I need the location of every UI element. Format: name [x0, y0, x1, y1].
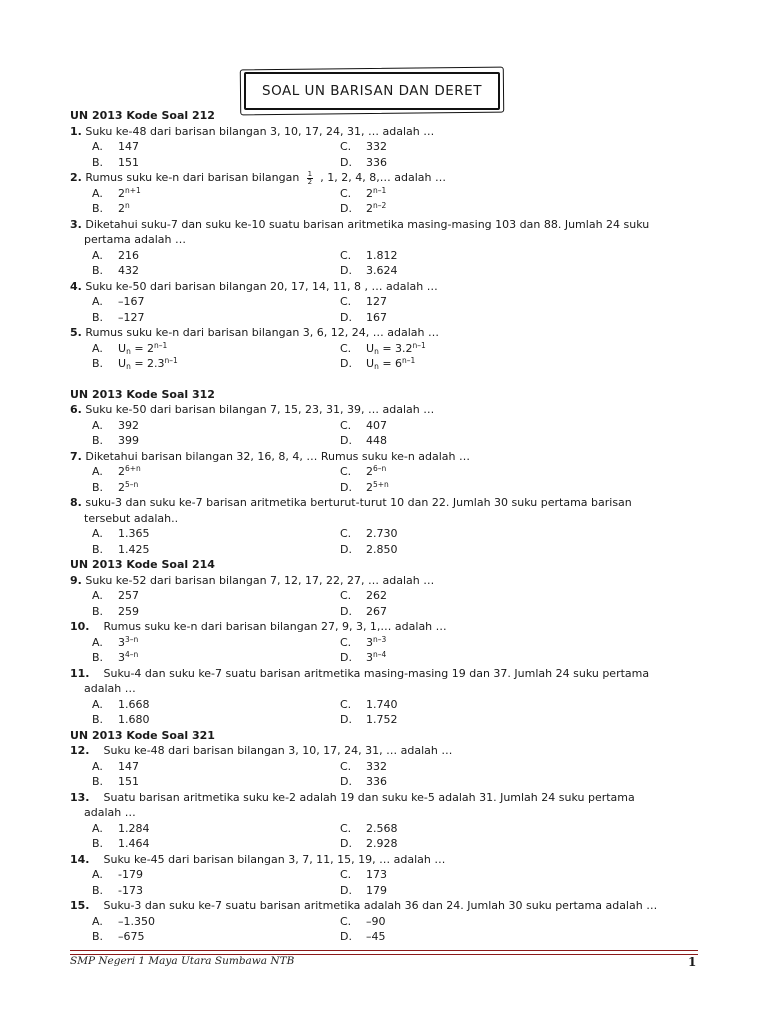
question-number: 8. [70, 496, 82, 509]
question-text [70, 124, 710, 140]
question-line: Suku-3 dan suku ke-7 suatu barisan aritmetika adalah 36 dan 24. Jumlah 30 suku pertama adalah … [103, 899, 658, 912]
option-d: D. –45 [340, 930, 386, 943]
question-line: adalah … [84, 682, 136, 695]
option-c: C. 262 [340, 589, 387, 602]
option-c: C. 332 [340, 140, 387, 153]
question-line: Rumus suku ke-n dari barisan bilangan 3, 6, 12, 24, … adalah … [85, 326, 439, 339]
option-row [70, 712, 710, 728]
option-d: D. 2$^{n-2}$ [340, 201, 387, 215]
question-text [70, 898, 710, 914]
option-row [70, 356, 710, 372]
option-b: B. 151 [92, 775, 139, 788]
option-row [70, 883, 710, 899]
option-c: C. 127 [340, 295, 387, 308]
option-row [70, 433, 710, 449]
option-row [70, 929, 710, 945]
question-text [70, 852, 710, 868]
option-d: D. 1.752 [340, 713, 398, 726]
option-b: B. –675 [92, 930, 145, 943]
question-text [70, 681, 710, 697]
option-a: A. 147 [92, 140, 139, 153]
option-a: A. $U_n = 2^{n-1}$ [92, 340, 168, 356]
option-row [70, 759, 710, 775]
option-b: B. 1.464 [92, 837, 150, 850]
option-c: C. 1.812 [340, 248, 398, 262]
option-b: B. 1.425 [92, 542, 150, 556]
section-heading: UN 2013 Kode Soal 214 [70, 558, 215, 571]
question-text [70, 279, 710, 295]
question-line: Suku ke-45 dari barisan bilangan 3, 7, 11, 15, 19, … adalah … [103, 852, 446, 866]
option-c: C. $U_n = 3.2^{n-1}$ [340, 340, 426, 356]
option-row [70, 914, 710, 930]
option-row [70, 139, 710, 155]
option-c: C. 173 [340, 868, 387, 881]
question-text [70, 743, 710, 759]
option-a: A. –167 [92, 295, 145, 308]
option-row [70, 464, 710, 480]
option-a: A. 216 [92, 248, 139, 262]
question-text [70, 217, 710, 233]
option-d: D. 179 [340, 883, 387, 897]
question-text [70, 495, 710, 511]
question-text [70, 449, 710, 465]
option-row [70, 836, 710, 852]
option-b: B. 3$^{4-n}$ [92, 650, 139, 664]
option-c: C. 1.740 [340, 697, 398, 711]
option-row [70, 774, 710, 790]
question-text [70, 325, 710, 341]
option-a: A. 392 [92, 418, 139, 432]
option-d: D. 3$^{n-4}$ [340, 650, 387, 664]
option-b: B. 2$^{5-n}$ [92, 479, 139, 494]
option-a: A. –1.350 [92, 914, 155, 928]
option-row [70, 542, 710, 558]
question-line: Suku ke-50 dari barisan bilangan 20, 17, 14, 11, 8 , … adalah … [85, 279, 438, 293]
option-b: B. 259 [92, 604, 139, 618]
option-row [70, 588, 710, 604]
question-number: 13. [70, 790, 90, 804]
option-c: C. 2$^{n-1}$ [340, 185, 387, 200]
question-text [70, 790, 710, 806]
fraction-denominator: 2 [307, 177, 313, 186]
option-row [70, 635, 710, 651]
question-text [70, 511, 710, 527]
question-line: Diketahui barisan bilangan 32, 16, 8, 4, … Rumus suku ke-n adalah … [85, 449, 471, 463]
option-d: D. 3.624 [340, 264, 398, 277]
question-text [70, 805, 710, 821]
question-line: Diketahui suku-7 dan suku ke-10 suatu barisan aritmetika masing-masing 103 dan 88. Jumlah 24 suku [85, 217, 650, 231]
question-text [70, 573, 710, 589]
title-box [244, 72, 500, 110]
option-d: D. $U_n = 6^{n-1}$ [340, 356, 416, 371]
option-b: B. –127 [92, 310, 145, 324]
section-heading: UN 2013 Kode Soal 321 [70, 728, 215, 742]
option-d: D. 267 [340, 604, 387, 618]
option-c: C. 2$^{6-n}$ [340, 464, 387, 478]
question-line: tersebut adalah.. [84, 511, 179, 525]
question-list [70, 108, 710, 945]
option-d: D. 336 [340, 775, 387, 788]
question-line: Suku ke-52 dari barisan bilangan 7, 12, 17, 22, 27, … adalah … [85, 573, 435, 587]
option-b: B. $U_n = 2.3^{n-1}$ [92, 356, 178, 371]
fraction [307, 171, 313, 186]
question-number: 6. [70, 403, 82, 416]
question-line: Rumus suku ke-n dari barisan bilangan $\frac{1}{2}$ , 1, 2, 4, 8,… adalah … [85, 169, 446, 186]
question-line: Suku ke-50 dari barisan bilangan 7, 15, 23, 31, 39, … adalah … [85, 403, 435, 416]
option-row [70, 201, 710, 217]
option-row [70, 480, 710, 496]
option-a: A. 257 [92, 589, 139, 602]
question-number: 12. [70, 744, 90, 757]
option-a: A. 147 [92, 759, 139, 773]
question-line: Rumus suku ke-n dari barisan bilangan 27, 9, 3, 1,… adalah … [103, 620, 447, 633]
option-a: A. 3$^{3-n}$ [92, 634, 139, 649]
question-number: 1. [70, 124, 82, 138]
option-row [70, 418, 710, 434]
question-line: suku-3 dan suku ke-7 barisan aritmetika berturut-turut 10 dan 22. Jumlah 30 suku pertama barisan [85, 496, 632, 509]
option-row [70, 248, 710, 264]
question-line: Suatu barisan aritmetika suku ke-2 adalah 19 dan suku ke-5 adalah 31. Jumlah 24 suku pertama [103, 790, 635, 804]
option-b: B. -173 [92, 883, 143, 897]
question-line: Suku ke-48 dari barisan bilangan 3, 10, 17, 24, 31, … adalah … [85, 124, 435, 138]
footer-school-name: SMP Negeri 1 Maya Utara Sumbawa NTB [70, 955, 295, 967]
question-number: 10. [70, 620, 90, 633]
option-d: D. 2.928 [340, 837, 398, 850]
question-number: 11. [70, 666, 90, 680]
question-number: 7. [70, 449, 82, 463]
option-a: A. -179 [92, 868, 143, 881]
option-d: D. $2^{5+n}$ [340, 479, 389, 494]
option-row [70, 310, 710, 326]
option-a: A. 1.284 [92, 821, 150, 835]
option-c: C. 332 [340, 759, 387, 773]
option-row [70, 526, 710, 542]
option-c: C. –90 [340, 914, 386, 928]
question-line: pertama adalah … [84, 233, 187, 246]
page-number: 1 [688, 955, 697, 969]
section-heading: UN 2013 Kode Soal 212 [70, 109, 215, 122]
option-row [70, 294, 710, 310]
question-text [70, 666, 710, 682]
option-c: C. 3$^{n-3}$ [340, 634, 387, 649]
option-b: B. 151 [92, 155, 139, 169]
option-b: B. 399 [92, 434, 139, 447]
question-number: 2. [70, 171, 82, 184]
option-d: D. 448 [340, 434, 387, 447]
option-row [70, 821, 710, 837]
question-number: 4. [70, 279, 82, 293]
question-line: adalah … [84, 806, 136, 819]
question-line: Suku ke-48 dari barisan bilangan 3, 10, 17, 24, 31, … adalah … [103, 744, 453, 757]
question-number: 9. [70, 573, 82, 587]
option-b: B. 2$^n$ [92, 201, 130, 215]
question-line: Suku-4 dan suku ke-7 suatu barisan aritmetika masing-masing 19 dan 37. Jumlah 24 suku pertama [103, 666, 650, 680]
question-text [70, 619, 710, 635]
option-c: C. 2.568 [340, 821, 398, 835]
option-a: A. 1.668 [92, 697, 150, 711]
option-a: A. $2^{n+1}$ [92, 185, 141, 200]
section-gap [70, 372, 710, 387]
option-b: B. 432 [92, 264, 139, 277]
section-heading: UN 2013 Kode Soal 312 [70, 387, 215, 401]
option-c: C. 407 [340, 418, 387, 432]
page-title: SOAL UN BARISAN DAN DERET [262, 83, 482, 99]
option-c: C. 2.730 [340, 527, 398, 540]
option-row [70, 263, 710, 279]
option-row [70, 867, 710, 883]
option-a: A. 1.365 [92, 527, 150, 540]
fraction-numerator: 1 [307, 169, 313, 178]
option-b: B. 1.680 [92, 713, 150, 726]
question-text [70, 232, 710, 248]
option-row [70, 604, 710, 620]
question-number: 14. [70, 852, 90, 866]
option-row [70, 697, 710, 713]
option-row [70, 341, 710, 357]
question-number: 5. [70, 326, 82, 339]
question-text [70, 170, 710, 186]
option-row [70, 650, 710, 666]
option-row [70, 155, 710, 171]
question-text [70, 402, 710, 418]
question-number: 15. [70, 899, 90, 912]
option-row [70, 186, 710, 202]
option-d: D. 2.850 [340, 542, 398, 556]
question-number: 3. [70, 217, 82, 231]
option-a: A. $2^{6+n}$ [92, 464, 141, 478]
option-d: D. 167 [340, 310, 387, 324]
option-d: D. 336 [340, 155, 387, 169]
